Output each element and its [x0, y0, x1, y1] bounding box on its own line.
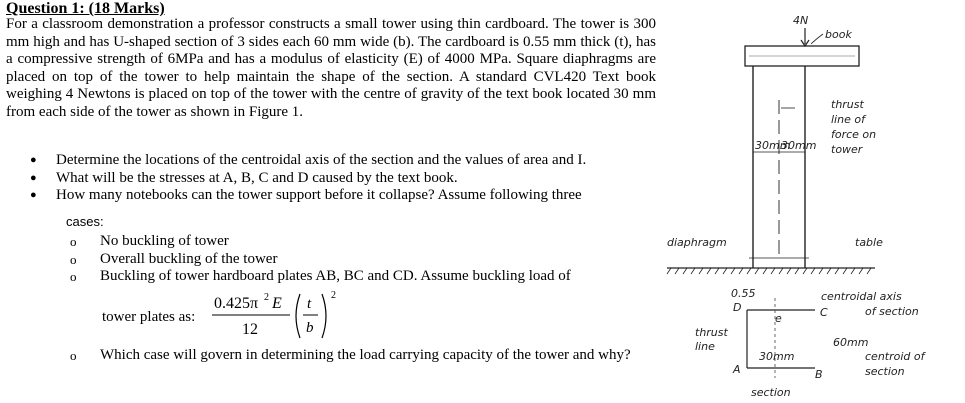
case-item: o No buckling of tower [70, 233, 660, 251]
buckling-formula [212, 286, 352, 346]
formula-label: tower plates as: [102, 309, 196, 325]
point-d: D [733, 301, 742, 314]
centroid-2: section [865, 365, 905, 378]
bullet-item: ● How many notebooks can the tower support before it collapse? Assume following three [30, 187, 658, 205]
point-c: C [820, 306, 828, 319]
cases-label: cases: [66, 214, 104, 229]
formula-num-exp: 2 [264, 292, 269, 303]
table-label: table [855, 236, 883, 249]
ratio-bottom: b [306, 320, 314, 336]
formula-outer-exp: 2 [331, 290, 336, 301]
dim-60: 60mm [833, 336, 869, 349]
thickness-label: 0.55 [731, 287, 756, 300]
e-label: e [775, 312, 782, 325]
question-title: Question 1: (18 Marks) [6, 0, 165, 17]
formula-denominator: 12 [242, 321, 258, 338]
thrust-label-2: line of [831, 113, 865, 126]
thrust-label-3: force on [831, 128, 877, 141]
thrust-label: thrust [831, 98, 864, 111]
section-label: section [751, 386, 791, 399]
case-item: o Which case will govern in determining the load carrying capacity of the tower and why? [70, 347, 660, 365]
point-a: A [733, 363, 741, 376]
book-pointer [811, 34, 823, 44]
centroidal-1: centroidal axis [821, 290, 902, 303]
dim-left: 30mm [755, 139, 791, 152]
right-paren [322, 294, 326, 338]
case-list [70, 233, 660, 286]
case-item: o Buckling of tower hardboard plates AB, BC and CD. Assume buckling load of [70, 268, 660, 286]
task-bullets [30, 152, 658, 205]
thrust-line-1: thrust [695, 326, 728, 339]
thrust-label-4: tower [831, 143, 863, 156]
centroidal-2: of section [865, 305, 919, 318]
centroid-1: centroid of [865, 350, 925, 363]
thrust-line-2: line [695, 340, 715, 353]
ratio-top: t [307, 296, 312, 312]
dim-right: 30mm [781, 139, 817, 152]
dim-30: 30mm [759, 350, 795, 363]
book-label: book [825, 28, 852, 41]
load-label: 4N [793, 14, 809, 27]
figure-1 [665, 0, 965, 403]
bullet-item: ● What will be the stresses at A, B, C and D caused by the text book. [30, 170, 658, 188]
bullet-item: ● Determine the locations of the centroidal axis of the section and the values of area and I. [30, 152, 658, 170]
table-hatch [667, 268, 871, 274]
left-paren [296, 294, 300, 338]
point-b: B [815, 368, 823, 381]
case-item: o Overall buckling of the tower [70, 251, 660, 269]
case-item-last [70, 347, 670, 365]
diaphragm-label: diaphragm [667, 236, 727, 249]
formula-num-var: E [272, 295, 282, 312]
question-paragraph: For a classroom demonstration a professor constructs a small tower using thin cardboard. The tower is 300 mm high and has U-shaped section of 3 sides each 60 mm wide (b). The cardboard is 0.55 mm thick (t), has a compressive strength of 6MPa and has a modulus of elasticity (E) of 4000 MPa. Square diaphragms are placed on top of the tower to help maintain the shape of the section. A standard CVL420 Text book weighing 4 Newtons is placed on top of the tower with the centre of gravity of the text book located 30 mm from each side of the tower as shown in Figure 1. [6, 16, 656, 120]
formula-numerator: 0.425π [214, 295, 259, 312]
